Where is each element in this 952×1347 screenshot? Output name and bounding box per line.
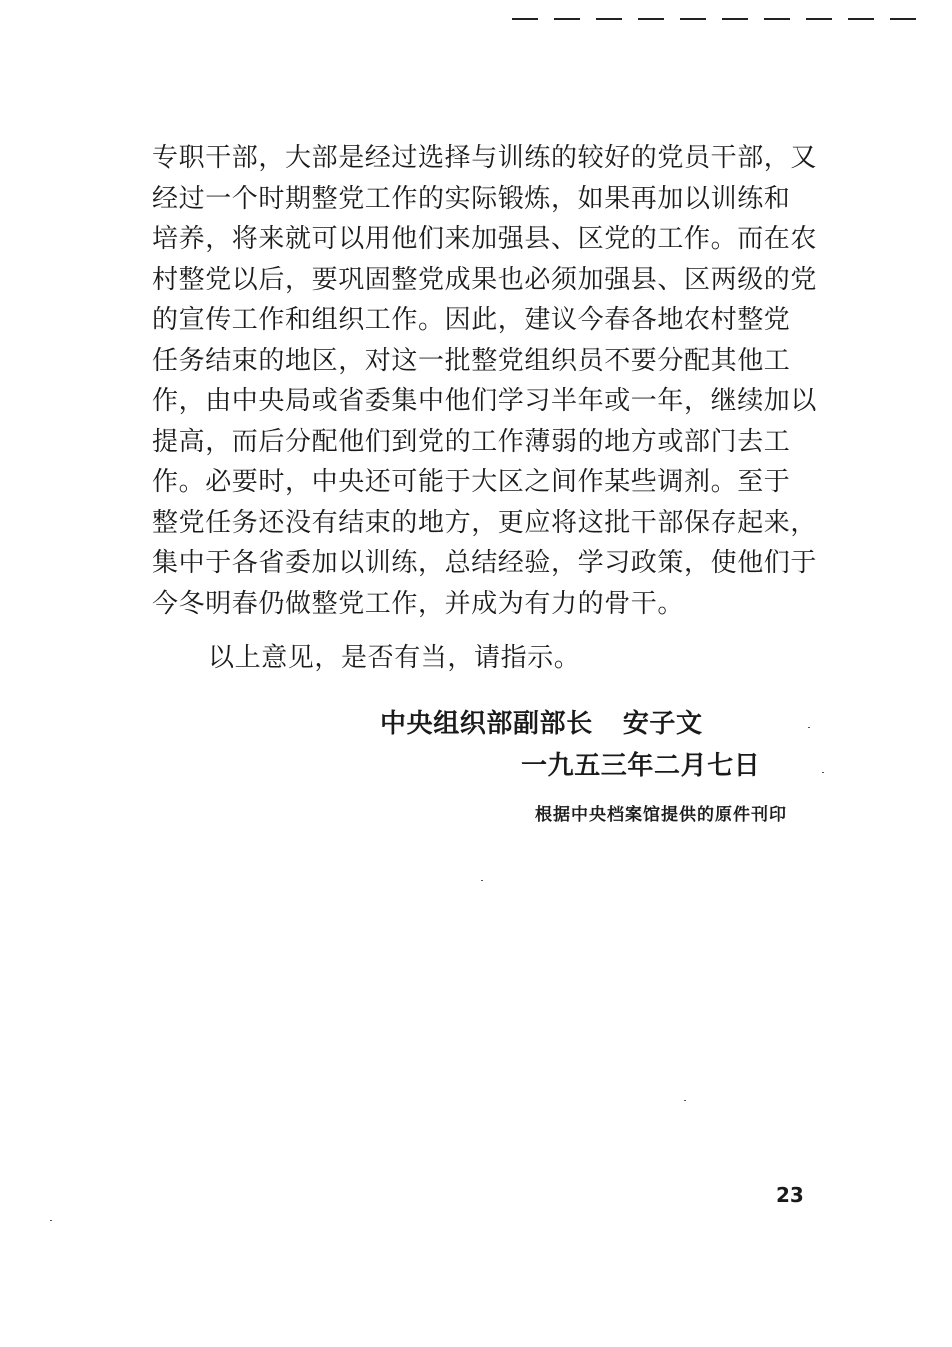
body-line: 今冬明春仍做整党工作，并成为有力的骨干。 [152,588,685,619]
body-line: 经过一个时期整党工作的实际锻炼，如果再加以训练和 [152,183,791,214]
rule-dash [680,18,706,20]
rule-dash [638,18,664,20]
signer-name: 安子文 [622,709,703,739]
scan-speck [808,727,810,728]
rule-dash [806,18,832,20]
rule-dash [554,18,580,20]
signature-block [380,704,703,744]
body-line: 集中于各省委加以训练，总结经验，学习政策，使他们于 [152,548,818,578]
body-line: 作，由中央局或省委集中他们学习半年或一年，继续加以 [152,386,818,416]
rule-dash [596,18,622,20]
document-date: 一九五三年二月七日 [521,751,761,781]
rule-dash [722,18,748,20]
rule-dash [764,18,790,20]
closing-request: 以上意见，是否有当，请指示。 [208,643,581,673]
rule-dash [848,18,874,20]
body-line: 任务结束的地区，对这一批整党组织员不要分配其他工 [152,345,791,376]
body-line: 整党任务还没有结束的地方，更应将这批干部保存起来， [152,507,818,538]
scan-speck [684,1100,686,1101]
rule-dash [890,18,916,20]
body-line: 村整党以后，要巩固整党成果也必须加强县、区两级的党 [152,264,818,295]
body-line: 的宣传工作和组织工作。因此，建议今春各地农村整党 [152,305,791,335]
body-line: 作。必要时，中央还可能于大区之间作某些调剂。至于 [152,467,791,497]
scan-speck [481,880,483,881]
rule-dash [512,18,538,20]
body-line: 培养，将来就可以用他们来加强县、区党的工作。而在农 [152,224,818,254]
scan-speck [50,1220,52,1221]
header-dashed-rule [512,18,952,22]
body-paragraph [152,138,832,624]
scan-speck [822,772,824,773]
body-line: 专职干部，大部是经过选择与训练的较好的党员干部，又 [152,143,818,173]
body-line: 提高，而后分配他们到党的工作薄弱的地方或部门去工 [152,426,791,457]
source-note: 根据中央档案馆提供的原件刊印 [535,805,787,825]
page-number: 23 [776,1183,804,1207]
signer-title: 中央组织部副部长 [380,709,593,739]
